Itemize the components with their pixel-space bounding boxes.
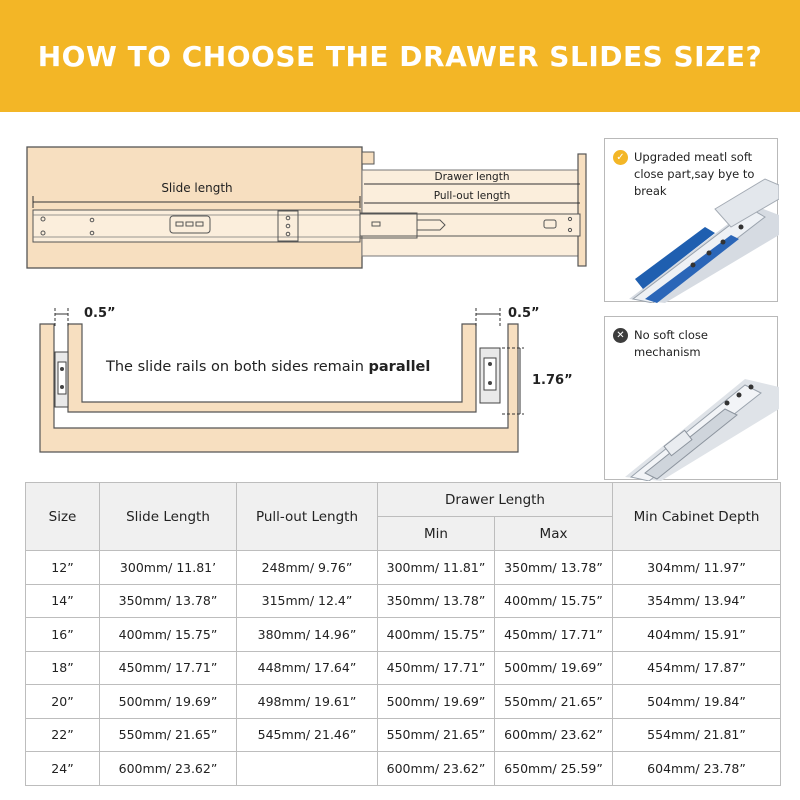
check-circle-icon: ✓ <box>613 150 628 165</box>
side-view-diagram <box>27 147 586 268</box>
cell-pullout-length: 248mm/ 9.76” <box>237 551 378 585</box>
cell-slide-length: 550mm/ 21.65” <box>100 718 237 752</box>
size-table <box>25 482 781 786</box>
header-pullout-length: Pull-out Length <box>237 483 378 551</box>
right-slide-profile <box>480 348 500 403</box>
cell-drawer-max: 450mm/ 17.71” <box>495 618 613 652</box>
table-row <box>26 584 781 618</box>
cell-pullout-length: 315mm/ 12.4” <box>237 584 378 618</box>
cell-drawer-max: 600mm/ 23.62” <box>495 718 613 752</box>
table-body <box>26 551 781 786</box>
left-slide-profile <box>55 352 68 407</box>
cell-drawer-max: 350mm/ 13.78” <box>495 551 613 585</box>
cell-drawer-max: 400mm/ 15.75” <box>495 584 613 618</box>
parallel-caption <box>105 359 430 375</box>
cell-pullout-length: 448mm/ 17.64” <box>237 651 378 685</box>
cell-drawer-max: 650mm/ 25.59” <box>495 752 613 786</box>
soft-close-text: Upgraded meatl soft close part,say bye to break <box>634 150 755 198</box>
cell-cabinet-depth: 354mm/ 13.94” <box>613 584 781 618</box>
cell-slide-length: 500mm/ 19.69” <box>100 685 237 719</box>
cabinet-u-frame <box>40 324 518 452</box>
page-title: HOW TO CHOOSE THE DRAWER SLIDES SIZE? <box>37 39 763 73</box>
title-banner <box>0 0 800 112</box>
slide-length-label: Slide length <box>161 181 233 195</box>
height-label: 1.76” <box>532 373 573 388</box>
table-row <box>26 752 781 786</box>
cell-cabinet-depth: 504mm/ 19.84” <box>613 685 781 719</box>
cell-drawer-min: 550mm/ 21.65” <box>378 718 495 752</box>
table-row <box>26 685 781 719</box>
cell-size: 18” <box>26 651 100 685</box>
cell-drawer-min: 300mm/ 11.81” <box>378 551 495 585</box>
cell-cabinet-depth: 604mm/ 23.78” <box>613 752 781 786</box>
header-size: Size <box>26 483 100 551</box>
drawer-front <box>578 154 586 266</box>
cell-size: 24” <box>26 752 100 786</box>
size-table-container <box>25 482 780 785</box>
cell-pullout-length: 545mm/ 21.46” <box>237 718 378 752</box>
cabinet-tab <box>362 152 374 164</box>
cell-size: 16” <box>26 618 100 652</box>
cell-pullout-length: 498mm/ 19.61” <box>237 685 378 719</box>
cell-pullout-length: 380mm/ 14.96” <box>237 618 378 652</box>
pullout-length-label: Pull-out length <box>433 190 511 202</box>
table-row <box>26 551 781 585</box>
x-circle-icon: ✕ <box>613 328 628 343</box>
cell-cabinet-depth: 404mm/ 15.91” <box>613 618 781 652</box>
table-row <box>26 718 781 752</box>
cell-pullout-length <box>237 752 378 786</box>
header-min: Min <box>378 517 495 551</box>
cell-cabinet-depth: 454mm/ 17.87” <box>613 651 781 685</box>
table-row <box>26 651 781 685</box>
cell-size: 14” <box>26 584 100 618</box>
cell-drawer-min: 600mm/ 23.62” <box>378 752 495 786</box>
right-gap-label: 0.5” <box>508 306 540 321</box>
cell-slide-length: 450mm/ 17.71” <box>100 651 237 685</box>
cell-size: 22” <box>26 718 100 752</box>
table-row <box>26 618 781 652</box>
cell-cabinet-depth: 304mm/ 11.97” <box>613 551 781 585</box>
cell-size: 12” <box>26 551 100 585</box>
cell-drawer-min: 450mm/ 17.71” <box>378 651 495 685</box>
cell-drawer-min: 350mm/ 13.78” <box>378 584 495 618</box>
cell-drawer-max: 550mm/ 21.65” <box>495 685 613 719</box>
cell-cabinet-depth: 554mm/ 21.81” <box>613 718 781 752</box>
cell-slide-length: 350mm/ 13.78” <box>100 584 237 618</box>
cell-drawer-max: 500mm/ 19.69” <box>495 651 613 685</box>
no-soft-close-note <box>613 327 773 361</box>
soft-close-note <box>613 149 773 200</box>
cell-drawer-min: 400mm/ 15.75” <box>378 618 495 652</box>
cabinet-side-panel <box>27 147 362 268</box>
parallel-caption-bold: parallel <box>368 359 431 375</box>
no-soft-close-card <box>604 316 778 480</box>
cell-drawer-min: 500mm/ 19.69” <box>378 685 495 719</box>
header-slide-length: Slide Length <box>100 483 237 551</box>
cell-size: 20” <box>26 685 100 719</box>
no-soft-close-text: No soft close mechanism <box>634 328 708 359</box>
cell-slide-length: 400mm/ 15.75” <box>100 618 237 652</box>
soft-close-card <box>604 138 778 302</box>
header-cabinet-depth: Min Cabinet Depth <box>613 483 781 551</box>
front-view-diagram <box>40 306 573 452</box>
drawer-length-label: Drawer length <box>434 171 510 183</box>
left-gap-label: 0.5” <box>84 306 116 321</box>
header-max: Max <box>495 517 613 551</box>
header-drawer-length: Drawer Length <box>378 483 613 517</box>
cell-slide-length: 300mm/ 11.81’ <box>100 551 237 585</box>
inner-slide-rail <box>360 214 580 236</box>
cell-slide-length: 600mm/ 23.62” <box>100 752 237 786</box>
parallel-caption-prefix: The slide rails on both sides remain <box>106 359 369 375</box>
